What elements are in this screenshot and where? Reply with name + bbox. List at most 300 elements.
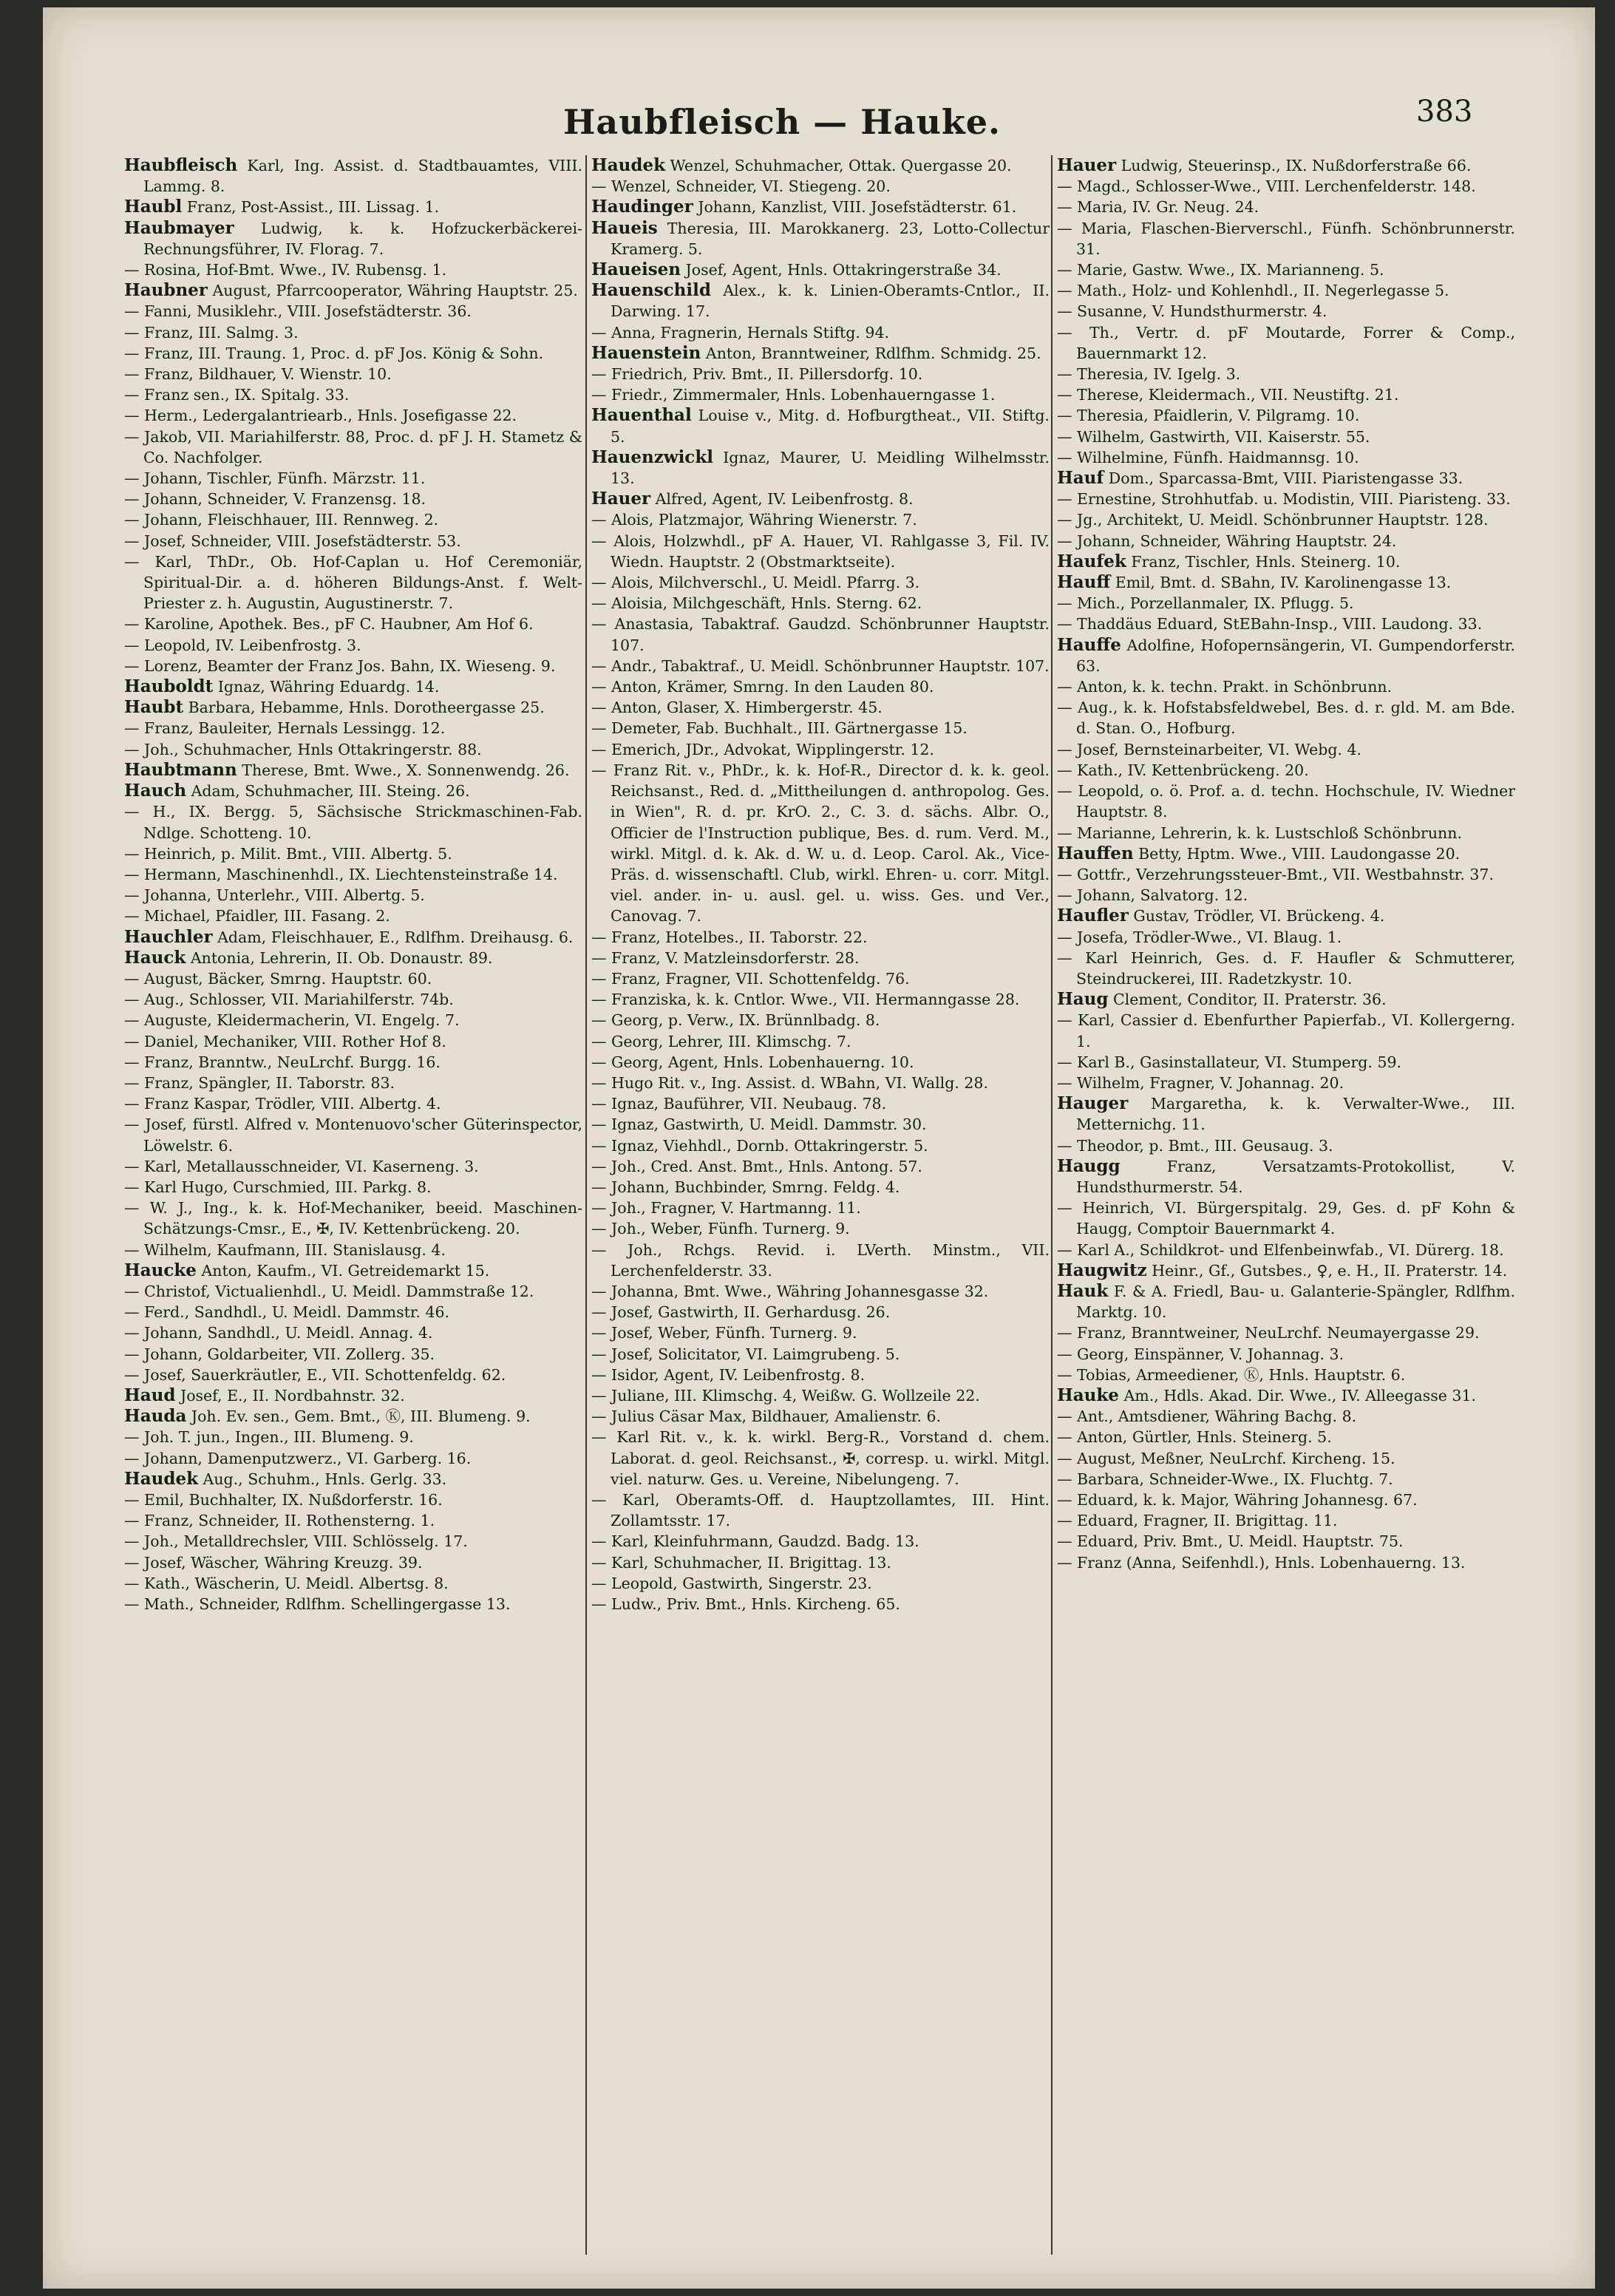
entry-text: — Ignaz, Gastwirth, U. Meidl. Dammstr. 30. <box>591 1115 927 1134</box>
directory-entry <box>124 1531 582 1552</box>
directory-entry <box>591 1177 1050 1198</box>
entry-text: — Franz, Fragner, VII. Schottenfeldg. 76. <box>591 969 910 988</box>
entry-text: — Anna, Fragnerin, Hernals Stiftg. 94. <box>591 323 890 342</box>
entry-text: — Hugo Rit. v., Ing. Assist. d. WBahn, VI. Wallg. 28. <box>591 1073 988 1092</box>
entry-text: Wenzel, Schuhmacher, Ottak. Quergasse 20. <box>665 157 1012 174</box>
directory-entry <box>1057 1156 1515 1198</box>
entry-text: Adam, Fleischhauer, E., Rdlfhm. Dreihausg. 6. <box>212 928 574 946</box>
entry-text: August, Pfarrcooperator, Währing Hauptstr. 25. <box>207 282 578 300</box>
entry-text: — Theresia, IV. Igelg. 3. <box>1057 365 1241 384</box>
directory-entry <box>124 948 582 968</box>
entry-text: — Johann, Schneider, V. Franzensg. 18. <box>124 490 426 509</box>
entry-text: — Fanni, Musiklehr., VIII. Josefstädterstr. 36. <box>124 302 472 321</box>
entry-text: — Maria, Flaschen-Bierverschl., Fünfh. Schönbrunnerstr. 31. <box>1057 219 1515 258</box>
directory-entry <box>124 280 582 301</box>
directory-entry <box>124 489 582 509</box>
entry-text: — Ernestine, Strohhutfab. u. Modistin, VIII. Piaristeng. 33. <box>1057 490 1511 509</box>
entry-text: — Johann, Damenputzwerz., VI. Garberg. 16. <box>124 1449 472 1467</box>
entry-text: Dom., Sparcassa-Bmt, VIII. Piaristengasse 33. <box>1104 469 1463 488</box>
directory-entry <box>1057 322 1515 364</box>
entry-surname: Hauda <box>124 1406 187 1427</box>
entry-text: — Ignaz, Bauführer, VII. Neubaug. 78. <box>591 1095 887 1113</box>
directory-entry <box>591 259 1050 280</box>
directory-entry <box>124 739 582 760</box>
entry-text: — Th., Vertr. d. pF Moutarde, Forrer & Comp., Bauernmarkt 12. <box>1057 323 1515 362</box>
directory-entry <box>1057 697 1515 738</box>
directory-entry <box>124 301 582 322</box>
entry-surname: Haud <box>124 1385 176 1405</box>
entry-text: — Karl, ThDr., Ob. Hof-Caplan u. Hof Ceremoniär, Spiritual-Dir. a. d. höheren Bildungs-Anst. f. Welt-Priester z. h. Augustin, Augustinerstr. 7. <box>124 552 582 613</box>
entry-text: — Heinrich, p. Milit. Bmt., VIII. Albertg. 5. <box>124 844 452 863</box>
directory-entry <box>591 197 1050 217</box>
directory-entry <box>591 1365 1050 1385</box>
directory-entry <box>591 676 1050 697</box>
entry-text: — Ant., Amtsdiener, Währing Bachg. 8. <box>1057 1407 1357 1426</box>
entry-text: — Franz, Schneider, II. Rothensterng. 1. <box>124 1512 435 1530</box>
entry-text: — Franz, Bildhauer, V. Wienstr. 10. <box>124 365 392 384</box>
directory-entry <box>124 384 582 405</box>
entry-text: — Wilhelmine, Fünfh. Haidmannsg. 10. <box>1057 448 1359 466</box>
directory-entry <box>1057 1448 1515 1469</box>
directory-entry <box>591 656 1050 676</box>
directory-entry <box>1057 1406 1515 1427</box>
directory-entry <box>1057 447 1515 468</box>
directory-entry <box>124 1365 582 1385</box>
entry-text: — Franziska, k. k. Cntlor. Wwe., VII. Hermanngasse 28. <box>591 991 1020 1009</box>
entry-text: — Karl, Cassier d. Ebenfurther Papierfab., VI. Kollergerng. 1. <box>1057 1011 1515 1050</box>
directory-entry <box>1057 1198 1515 1239</box>
entry-text: — Math., Schneider, Rdlfhm. Schellingergasse 13. <box>124 1595 511 1614</box>
entry-text: — Therese, Kleidermach., VII. Neustiftg. 21. <box>1057 386 1399 404</box>
directory-entry <box>591 614 1050 655</box>
entry-surname: Hauffen <box>1057 843 1134 863</box>
directory-entry <box>124 1156 582 1177</box>
directory-entry <box>591 989 1050 1010</box>
directory-entry <box>591 322 1050 343</box>
entry-text: — Math., Holz- und Kohlenhdl., II. Negerlegasse 5. <box>1057 282 1449 300</box>
directory-entry <box>591 1240 1050 1281</box>
directory-entry <box>124 718 582 738</box>
entry-text: — Eduard, Priv. Bmt., U. Meidl. Hauptstr. 75. <box>1057 1532 1404 1551</box>
entry-text: — Johann, Sandhdl., U. Meidl. Annag. 4. <box>124 1324 433 1342</box>
directory-entry <box>1057 1469 1515 1490</box>
directory-entry <box>591 1406 1050 1427</box>
directory-entry <box>1057 218 1515 259</box>
entry-text: Theresia, III. Marokkanerg. 23, Lotto-Collectur Kramerg. 5. <box>611 219 1050 258</box>
entry-surname: Haugwitz <box>1057 1260 1147 1280</box>
entry-text: — Barbara, Schneider-Wwe., IX. Fluchtg. 7. <box>1057 1470 1393 1488</box>
entry-text: Adolfine, Hofopernsängerin, VI. Gumpendorferstr. 63. <box>1076 636 1515 675</box>
entry-surname: Hauer <box>1057 155 1117 175</box>
directory-entry <box>124 1073 582 1093</box>
directory-entry <box>591 218 1050 259</box>
entry-text: Antonia, Lehrerin, II. Ob. Donaustr. 89. <box>186 948 493 967</box>
entry-text: — Franz Rit. v., PhDr., k. k. Hof-R., Director d. k. k. geol. Reichsanst., Red. d. „Mittheilungen d. anthropolog. Ges. in Wien", R. d. pr. KrO. 2., C. 3. d. sächs. Albr. O., Officier de l'Instruction publique, Bes. d. rum. Verd. M., wirkl. Mitgl. d. k. Ak. d. W. u. d. Leop. Carol. Ak., Vice-Präs. d. wissenschaftl. Club, wirkl. Ehren- u. corr. Mitgl. viel. ander. in- u. ausl. gel. u. wiss. Ges. und Ver., Canovag. 7. <box>591 761 1050 925</box>
directory-entry <box>591 1281 1050 1302</box>
directory-entry <box>124 1552 582 1573</box>
directory-entry <box>591 739 1050 760</box>
entry-text: — Friedr., Zimmermaler, Hnls. Lobenhauerngasse 1. <box>591 386 996 404</box>
directory-entry <box>1057 1552 1515 1573</box>
entry-text: — Franz (Anna, Seifenhdl.), Hnls. Lobenhauerng. 13. <box>1057 1553 1466 1572</box>
directory-entry <box>591 593 1050 614</box>
directory-entry <box>124 551 582 614</box>
directory-entry <box>591 1552 1050 1573</box>
directory-entry <box>1057 1510 1515 1531</box>
entry-text: — Tobias, Armeediener, Ⓚ, Hnls. Hauptstr. 6. <box>1057 1365 1406 1384</box>
directory-entry <box>124 760 582 781</box>
entry-text: — Herm., Ledergalantriearb., Hnls. Josefigasse 22. <box>124 407 517 425</box>
entry-text: — Karl A., Schildkrot- und Elfenbeinwfab., VI. Dürerg. 18. <box>1057 1240 1504 1259</box>
entry-text: — Aloisia, Milchgeschäft, Hnls. Sterng. 62. <box>591 594 922 613</box>
entry-text: — Leopold, o. ö. Prof. a. d. techn. Hochschule, IV. Wiedner Hauptstr. 8. <box>1057 782 1515 821</box>
directory-entry <box>1057 989 1515 1010</box>
directory-entry <box>124 1594 582 1614</box>
directory-entry <box>591 1073 1050 1093</box>
entry-text: — Ludw., Priv. Bmt., Hnls. Kircheng. 65. <box>591 1595 900 1614</box>
entry-surname: Hauger <box>1057 1093 1129 1114</box>
directory-entry <box>591 718 1050 738</box>
directory-entry <box>124 405 582 426</box>
directory-entry <box>1057 1322 1515 1343</box>
entry-text: — Franz, Branntweiner, NeuLrchf. Neumayergasse 29. <box>1057 1324 1480 1342</box>
entry-text: — Thaddäus Eduard, StEBahn-Insp., VIII. Laudong. 33. <box>1057 615 1483 634</box>
entry-text: — Lorenz, Beamter der Franz Jos. Bahn, IX. Wieseng. 9. <box>124 656 556 675</box>
directory-entry <box>1057 1052 1515 1073</box>
entry-text: — Franz, Bauleiter, Hernals Lessingg. 12. <box>124 719 446 738</box>
entry-text: — H., IX. Bergg. 5, Sächsische Strickmaschinen-Fab. Ndlge. Schotteng. 10. <box>124 803 582 842</box>
entry-surname: Hauenstein <box>591 342 701 363</box>
entry-text: — Isidor, Agent, IV. Leibenfrostg. 8. <box>591 1365 866 1384</box>
entry-text: Franz, Post-Assist., III. Lissag. 1. <box>182 198 440 217</box>
directory-entry <box>1057 531 1515 551</box>
directory-entry <box>1057 1240 1515 1260</box>
directory-entry <box>124 343 582 364</box>
entry-text: — Josef, Bernsteinarbeiter, VI. Webg. 4. <box>1057 740 1362 758</box>
entry-text: — Leopold, IV. Leibenfrostg. 3. <box>124 636 361 654</box>
entry-text: — Wenzel, Schneider, VI. Stiegeng. 20. <box>591 177 891 196</box>
directory-entry <box>124 885 582 906</box>
entry-text: — Josef, Solicitator, VI. Laimgrubeng. 5. <box>591 1345 900 1363</box>
directory-entry <box>591 1531 1050 1552</box>
entry-text: — Karl Rit. v., k. k. wirkl. Berg-R., Vorstand d. chem. Laborat. d. geol. Reichsanst., ✠, corresp. u. wirkl. Mitgl. viel. naturw. Ges. u. Vereine, Nibelungeng. 7. <box>591 1428 1050 1488</box>
entry-text: Joh. Ev. sen., Gem. Bmt., Ⓚ, III. Blumeng. 9. <box>186 1407 531 1426</box>
entry-text: — Jakob, VII. Mariahilferstr. 88, Proc. d. pF J. H. Stametz & Co. Nachfolger. <box>124 427 582 466</box>
entry-text: — Alois, Holzwhdl., pF A. Hauer, VI. Rahlgasse 3, Fil. IV. Wiedn. Hauptstr. 2 (Obstmarktseite). <box>591 531 1050 571</box>
directory-entry <box>124 635 582 656</box>
directory-entry <box>591 1218 1050 1239</box>
column-divider <box>1051 155 1053 2255</box>
directory-entry <box>124 427 582 468</box>
directory-entry <box>124 155 582 197</box>
column-2 <box>591 155 1050 1614</box>
directory-entry <box>124 1260 582 1281</box>
entry-text: Alfred, Agent, IV. Leibenfrostg. 8. <box>650 490 914 509</box>
entry-text: — Johann, Buchbinder, Smrng. Feldg. 4. <box>591 1178 900 1196</box>
entry-text: F. & A. Friedl, Bau- u. Galanterie-Spängler, Rdlfhm. Marktg. 10. <box>1076 1282 1515 1322</box>
directory-entry <box>124 468 582 489</box>
directory-entry <box>1057 509 1515 530</box>
entry-text: — Johanna, Unterlehr., VIII. Albertg. 5. <box>124 886 425 905</box>
directory-entry <box>1057 301 1515 322</box>
entry-text: — Karl, Schuhmacher, II. Brigittag. 13. <box>591 1553 891 1572</box>
entry-text: — Gottfr., Verzehrungssteuer-Bmt., VII. Westbahnstr. 37. <box>1057 865 1494 883</box>
entry-text: — Susanne, V. Hundsthurmerstr. 4. <box>1057 302 1327 321</box>
entry-surname: Hauff <box>1057 572 1111 593</box>
entry-text: — Georg, Einspänner, V. Johannag. 3. <box>1057 1345 1344 1363</box>
directory-entry <box>591 1135 1050 1156</box>
directory-entry <box>124 781 582 801</box>
directory-entry <box>124 1510 582 1531</box>
directory-entry <box>124 259 582 280</box>
directory-entry <box>124 1114 582 1155</box>
entry-surname: Haubmayer <box>124 217 234 238</box>
directory-entry <box>591 489 1050 509</box>
entry-text: — Friedrich, Priv. Bmt., II. Pillersdorfg. 10. <box>591 365 923 384</box>
directory-entry <box>1057 197 1515 217</box>
entry-text: Josef, Agent, Hnls. Ottakringerstraße 34. <box>681 261 1002 279</box>
directory-entry <box>124 1052 582 1073</box>
entry-text: — Josef, Sauerkräutler, E., VII. Schottenfeldg. 62. <box>124 1365 506 1384</box>
entry-text: — Karoline, Apothek. Bes., pF C. Haubner, Am Hof 6. <box>124 615 534 634</box>
entry-text: — Anton, k. k. techn. Prakt. in Schönbrunn. <box>1057 678 1393 696</box>
entry-surname: Haudek <box>124 1468 199 1489</box>
entry-surname: Hauenschild <box>591 280 711 301</box>
directory-entry <box>1057 906 1515 926</box>
entry-text: — Alois, Milchverschl., U. Meidl. Pfarrg. 3. <box>591 574 920 592</box>
entry-text: — Emerich, JDr., Advokat, Wipplingerstr. 12. <box>591 740 934 758</box>
entry-text: Ludwig, k. k. Hofzuckerbäckerei-Rechnungsführer, IV. Florag. 7. <box>143 219 582 258</box>
entry-text: — Anton, Gürtler, Hnls. Steinerg. 5. <box>1057 1428 1332 1447</box>
entry-surname: Hauch <box>124 781 187 801</box>
entry-text: — Christof, Victualienhdl., U. Meidl. Dammstraße 12. <box>124 1282 534 1300</box>
entry-text: — Franz sen., IX. Spitalg. 33. <box>124 386 350 404</box>
directory-entry <box>124 614 582 634</box>
entry-text: — Aug., k. k. Hofstabsfeldwebel, Bes. d. r. gld. M. am Bde. d. Stan. O., Hofburg. <box>1057 699 1515 738</box>
directory-entry <box>591 968 1050 989</box>
entry-text: Emil, Bmt. d. SBahn, IV. Karolinengasse 13. <box>1110 574 1452 592</box>
directory-entry <box>1057 1093 1515 1135</box>
entry-surname: Haufek <box>1057 551 1126 571</box>
entry-text: — Anastasia, Tabaktraf. Gaudzd. Schönbrunner Hauptstr. 107. <box>591 615 1050 654</box>
entry-text: Barbara, Hebamme, Hnls. Dorotheergasse 25. <box>183 699 545 717</box>
directory-entry <box>124 1031 582 1052</box>
entry-text: Ludwig, Steuerinsp., IX. Nußdorferstraße 66. <box>1116 157 1472 174</box>
directory-entry <box>1057 364 1515 384</box>
entry-text: — Marianne, Lehrerin, k. k. Lustschloß Schönbrunn. <box>1057 823 1462 842</box>
directory-entry <box>1057 1344 1515 1365</box>
entry-surname: Hauck <box>124 947 186 968</box>
entry-text: Josef, E., II. Nordbahnstr. 32. <box>175 1386 405 1405</box>
directory-entry <box>124 676 582 697</box>
column-divider <box>585 155 587 2255</box>
entry-text: — Kath., IV. Kettenbrückeng. 20. <box>1057 761 1309 779</box>
directory-entry <box>1057 1385 1515 1406</box>
directory-entry <box>1057 572 1515 593</box>
directory-entry <box>1057 823 1515 843</box>
entry-text: — Karl, Kleinfuhrmann, Gaudzd. Badg. 13. <box>591 1532 919 1551</box>
directory-entry <box>124 1385 582 1406</box>
directory-entry <box>591 1114 1050 1135</box>
entry-text: — Juliane, III. Klimschg. 4, Weißw. G. Wollzeile 22. <box>591 1386 980 1405</box>
entry-text: — Eduard, Fragner, II. Brigittag. 11. <box>1057 1512 1338 1530</box>
directory-entry <box>1057 927 1515 948</box>
entry-text: — Andr., Tabaktraf., U. Meidl. Schönbrunner Hauptstr. 107. <box>591 656 1050 675</box>
entry-text: Franz, Tischler, Hnls. Steinerg. 10. <box>1126 552 1401 571</box>
entry-text: — Franz, III. Traung. 1, Proc. d. pF Jos. König & Sohn. <box>124 344 544 362</box>
directory-entry <box>591 1052 1050 1073</box>
entry-surname: Hauer <box>591 489 651 509</box>
entry-surname: Hauenzwickl <box>591 446 713 467</box>
directory-entry <box>1057 739 1515 760</box>
entry-text: — Joh., Cred. Anst. Bmt., Hnls. Antong. 57. <box>591 1157 922 1175</box>
directory-entry <box>1057 614 1515 634</box>
entry-text: — Theresia, Pfaidlerin, V. Pilgramg. 10. <box>1057 407 1360 425</box>
entry-text: — Karl, Oberamts-Off. d. Hauptzollamtes, III. Hint. Zollamtsstr. 17. <box>591 1491 1050 1530</box>
entry-text: — Josef, Wäscher, Währing Kreuzg. 39. <box>124 1553 423 1572</box>
entry-text: — Josef, Gastwirth, II. Gerhardusg. 26. <box>591 1303 891 1322</box>
directory-entry <box>1057 593 1515 614</box>
directory-entry <box>124 1010 582 1030</box>
entry-text: — Karl Hugo, Curschmied, III. Parkg. 8. <box>124 1178 432 1196</box>
entry-text: Louise v., Mitg. d. Hofburgtheat., VII. Stiftg. 5. <box>611 407 1050 446</box>
directory-entry <box>124 864 582 885</box>
directory-entry <box>1057 1490 1515 1510</box>
directory-entry <box>124 1406 582 1427</box>
directory-entry <box>124 968 582 989</box>
directory-entry <box>124 1177 582 1198</box>
entry-text: Heinr., Gf., Gutsbes., ♀, e. H., II. Praterstr. 14. <box>1146 1261 1508 1280</box>
directory-entry <box>124 1469 582 1490</box>
entry-text: — Georg, p. Verw., IX. Brünnlbadg. 8. <box>591 1011 880 1030</box>
entry-surname: Hauke <box>1057 1385 1119 1405</box>
entry-text: — Hermann, Maschinenhdl., IX. Liechtensteinstraße 14. <box>124 865 558 883</box>
entry-text: — Georg, Lehrer, III. Klimschg. 7. <box>591 1032 851 1050</box>
directory-entry <box>591 1010 1050 1030</box>
entry-text: — Franz, Spängler, II. Taborstr. 83. <box>124 1073 395 1092</box>
directory-entry <box>1057 1010 1515 1051</box>
entry-text: Ignaz, Währing Eduardg. 14. <box>213 678 440 696</box>
directory-entry <box>591 927 1050 948</box>
entry-text: Franz, Versatzamts-Protokollist, V. Hundsthurmerstr. 54. <box>1076 1157 1515 1196</box>
entry-text: — Franz, Branntw., NeuLrchf. Burgg. 16. <box>124 1053 441 1071</box>
directory-entry <box>591 1594 1050 1614</box>
entry-text: — Kath., Wäscherin, U. Meidl. Albertsg. 8. <box>124 1574 449 1592</box>
entry-surname: Haucke <box>124 1260 197 1280</box>
entry-text: — Joh., Schuhmacher, Hnls Ottakringerstr. 88. <box>124 740 482 758</box>
entry-text: — Auguste, Kleidermacherin, VI. Engelg. 7. <box>124 1011 460 1030</box>
directory-entry <box>124 531 582 551</box>
entry-text: — Josef, Schneider, VIII. Josefstädterstr. 53. <box>124 531 461 550</box>
entry-text: — Karl Heinrich, Ges. d. F. Haufler & Schmutterer, Steindruckerei, III. Radetzkystr. 10. <box>1057 948 1515 988</box>
entry-text: — Leopold, Gastwirth, Singerstr. 23. <box>591 1574 872 1592</box>
entry-surname: Haubt <box>124 697 184 718</box>
directory-entry <box>124 509 582 530</box>
directory-entry <box>1057 635 1515 676</box>
directory-entry <box>591 1490 1050 1531</box>
entry-text: — Johann, Fleischhauer, III. Rennweg. 2. <box>124 511 439 529</box>
entry-text: — Johann, Schneider, Währing Hauptstr. 24. <box>1057 531 1397 550</box>
directory-entry <box>1057 1531 1515 1552</box>
entry-text: — Franz, V. Matzleinsdorferstr. 28. <box>591 948 860 967</box>
entry-text: Therese, Bmt. Wwe., X. Sonnenwendg. 26. <box>237 761 570 779</box>
entry-text: — Johann, Salvatorg. 12. <box>1057 886 1248 905</box>
entry-text: Adam, Schuhmacher, III. Steing. 26. <box>186 782 470 801</box>
entry-text: — W. J., Ing., k. k. Hof-Mechaniker, beeid. Maschinen-Schätzungs-Cmsr., E., ✠, IV. Kettenbrückeng. 20. <box>124 1199 582 1238</box>
entry-text: — Eduard, k. k. Major, Währing Johannesg. 67. <box>1057 1491 1418 1509</box>
directory-entry <box>1057 1135 1515 1156</box>
entry-text: Johann, Kanzlist, VIII. Josefstädterstr. 61. <box>693 198 1017 217</box>
entry-text: — Josef, Weber, Fünfh. Turnerg. 9. <box>591 1324 857 1342</box>
entry-text: — Emil, Buchhalter, IX. Nußdorferstr. 16. <box>124 1491 443 1509</box>
entry-text: — Rosina, Hof-Bmt. Wwe., IV. Rubensg. 1. <box>124 261 447 279</box>
entry-text: Alex., k. k. Linien-Oberamts-Cntlor., II. Darwing. 17. <box>611 282 1050 321</box>
entry-text: — Karl B., Gasinstallateur, VI. Stumperg. 59. <box>1057 1053 1402 1071</box>
entry-surname: Haueisen <box>591 259 681 280</box>
directory-entry <box>591 572 1050 593</box>
directory-entry <box>124 197 582 217</box>
entry-text: — Alois, Platzmajor, Währing Wienerstr. 7. <box>591 511 917 529</box>
entry-text: Gustav, Trödler, VI. Brückeng. 4. <box>1128 907 1385 925</box>
directory-entry <box>124 1302 582 1322</box>
entry-text: — Franz, III. Salmg. 3. <box>124 323 299 342</box>
directory-entry <box>591 384 1050 405</box>
column-1 <box>124 155 582 1614</box>
directory-entry <box>1057 280 1515 301</box>
entry-text: — Joh. T. jun., Ingen., III. Blumeng. 9. <box>124 1428 414 1447</box>
entry-text: Ignaz, Maurer, U. Meidling Wilhelmsstr. 13. <box>611 448 1050 488</box>
directory-entry <box>124 1448 582 1469</box>
directory-entry <box>1057 864 1515 885</box>
directory-entry <box>1057 760 1515 781</box>
directory-entry <box>591 1385 1050 1406</box>
directory-entry <box>124 322 582 343</box>
entry-text: — Michael, Pfaidler, III. Fasang. 2. <box>124 907 390 925</box>
entry-text: Anton, Kaufm., VI. Getreidemarkt 15. <box>196 1261 490 1280</box>
directory-entry <box>124 1427 582 1447</box>
directory-entry <box>591 1302 1050 1322</box>
directory-entry <box>1057 1365 1515 1385</box>
directory-entry <box>124 843 582 864</box>
entry-surname: Haug <box>1057 989 1109 1010</box>
directory-entry <box>1057 1281 1515 1322</box>
directory-entry <box>1057 843 1515 864</box>
column-3 <box>1057 155 1515 1573</box>
directory-entry <box>1057 405 1515 426</box>
entry-surname: Haubner <box>124 280 208 301</box>
entry-text: — Julius Cäsar Max, Bildhauer, Amalienstr. 6. <box>591 1407 942 1426</box>
entry-surname: Haufler <box>1057 906 1129 926</box>
entry-text: — Wilhelm, Fragner, V. Johannag. 20. <box>1057 1073 1344 1092</box>
entry-surname: Haubl <box>124 197 183 217</box>
directory-entry <box>591 697 1050 718</box>
entry-text: — Josef, fürstl. Alfred v. Montenuovo'scher Güterinspector, Löwelstr. 6. <box>124 1115 582 1155</box>
entry-text: Anton, Branntweiner, Rdlfhm. Schmidg. 25. <box>701 344 1041 362</box>
entry-text: — Johann, Goldarbeiter, VII. Zollerg. 35. <box>124 1345 435 1363</box>
entry-surname: Hauffe <box>1057 634 1121 655</box>
directory-entry <box>591 509 1050 530</box>
entry-text: — Anton, Krämer, Smrng. In den Lauden 80. <box>591 678 934 696</box>
directory-entry <box>124 1344 582 1365</box>
directory-entry <box>124 989 582 1010</box>
entry-text: Clement, Conditor, II. Praterstr. 36. <box>1108 991 1387 1009</box>
page-title: Haubfleisch — Hauke. <box>562 102 1002 142</box>
directory-entry <box>591 1427 1050 1490</box>
entry-surname: Hauenthal <box>591 405 692 426</box>
directory-entry <box>124 1198 582 1239</box>
directory-entry <box>591 364 1050 384</box>
directory-entry <box>1057 427 1515 447</box>
